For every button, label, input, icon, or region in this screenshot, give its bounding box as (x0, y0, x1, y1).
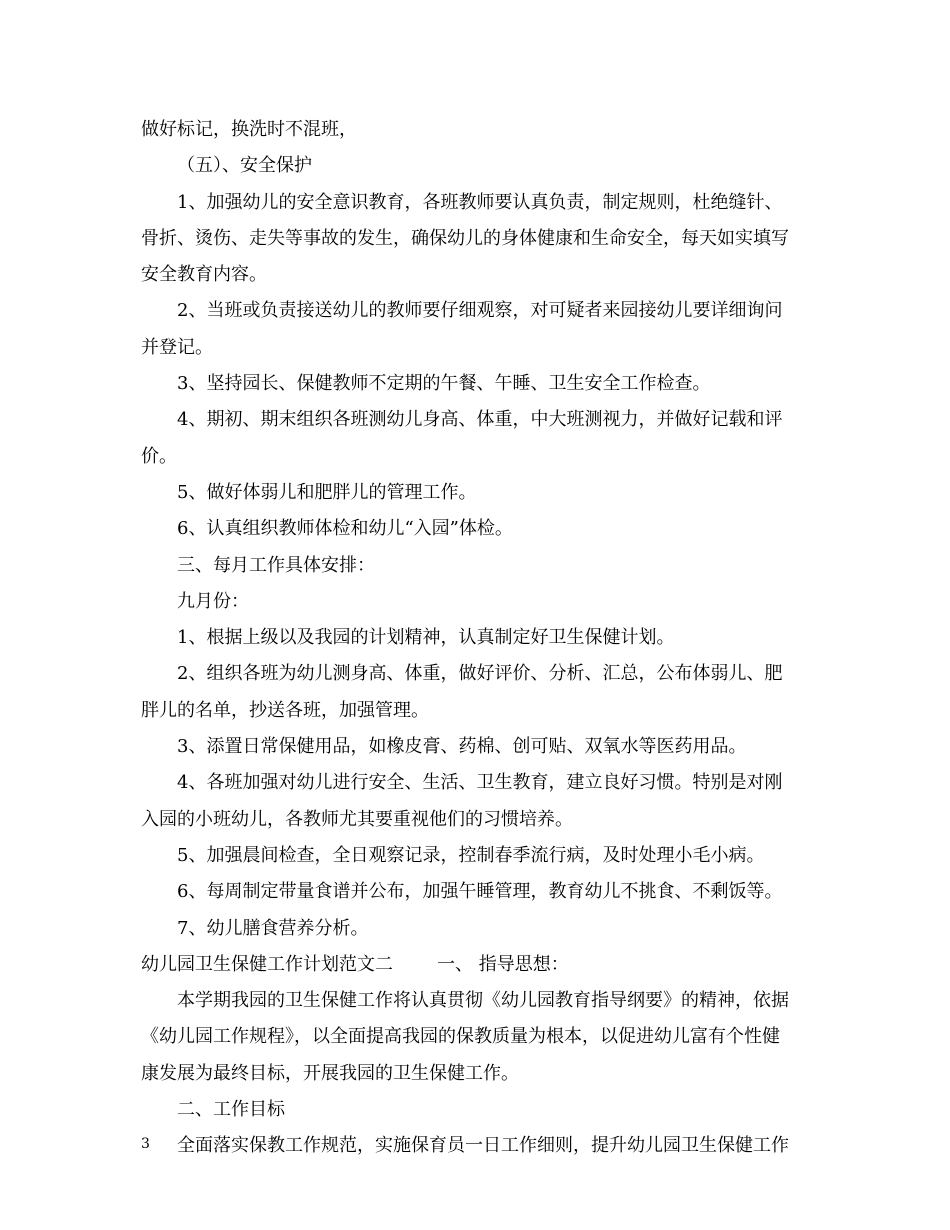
text-line: 7、幼儿膳食营养分析。 (177, 917, 369, 939)
text-line: 4、各班加强对幼儿进行安全、生活、卫生教育，建立良好习惯。特别是对刚 (177, 772, 783, 794)
guiding-thought-heading: 一、 指导思想： (437, 953, 569, 975)
month-heading-september: 九月份： (177, 590, 249, 612)
text-line: 骨折、烫伤、走失等事故的发生，确保幼儿的身体健康和生命安全，每天如实填写 (141, 227, 789, 249)
text-line: 价。 (141, 445, 177, 467)
text-line: 1、根据上级以及我园的计划精神，认真制定好卫生保健计划。 (177, 627, 675, 649)
text-line: 康发展为最终目标，开展我园的卫生保健工作。 (141, 1062, 519, 1084)
section-heading-line (141, 947, 821, 983)
text-line: 6、每周制定带量食谱并公布，加强午睡管理，教育幼儿不挑食、不剩饭等。 (177, 881, 783, 903)
text-line: 全面落实保教工作规范，实施保育员一日工作细则，提升幼儿园卫生保健工作 (177, 1135, 789, 1157)
text-line: 做好标记，换洗时不混班， (141, 119, 357, 140)
text-line: 安全教育内容。 (141, 264, 267, 286)
section-heading-goals: 二、工作目标 (177, 1099, 285, 1121)
text-line: 胖儿的名单，抄送各班，加强管理。 (141, 699, 429, 721)
text-line: 5、做好体弱儿和肥胖儿的管理工作。 (177, 481, 477, 503)
document-section-title: 幼儿园卫生保健工作计划范文二 (141, 953, 393, 975)
text-line: 2、组织各班为幼儿测身高、体重，做好评价、分析、汇总，公布体弱儿、肥 (177, 663, 783, 685)
page-number: 3 (141, 1136, 150, 1152)
text-line: 1、加强幼儿的安全意识教育，各班教师要认真负责，制定规则，杜绝缝针、 (177, 191, 783, 213)
text-line: 本学期我园的卫生保健工作将认真贯彻《幼儿园教育指导纲要》的精神，依据 (177, 990, 789, 1012)
text-line: 3、坚持园长、保健教师不定期的午餐、午睡、卫生安全工作检查。 (177, 373, 711, 395)
text-line: 2、当班或负责接送幼儿的教师要仔细观察，对可疑者来园接幼儿要详细询问 (177, 300, 783, 322)
text-line: 并登记。 (141, 336, 213, 358)
text-line: 6、认真组织教师体检和幼儿“入园”体检。 (177, 518, 513, 540)
text-line: 5、加强晨间检查，全日观察记录，控制春季流行病，及时处理小毛小病。 (177, 844, 765, 866)
text-line: 3、添置日常保健用品，如橡皮膏、药棉、创可贴、双氧水等医药用品。 (177, 736, 747, 758)
document-body (141, 112, 821, 1165)
text-line: 《幼儿园工作规程》，以全面提高我园的保教质量为根本，以促进幼儿富有个性健 (141, 1026, 780, 1048)
text-line: 4、期初、期末组织各班测幼儿身高、体重，中大班测视力，并做好记载和评 (177, 409, 783, 431)
section-heading-monthly-plan: 三、每月工作具体安排： (177, 554, 375, 576)
text-line: 入园的小班幼儿，各教师尤其要重视他们的习惯培养。 (141, 808, 573, 830)
section-heading-safety: （五）、安全保护 (177, 155, 312, 177)
